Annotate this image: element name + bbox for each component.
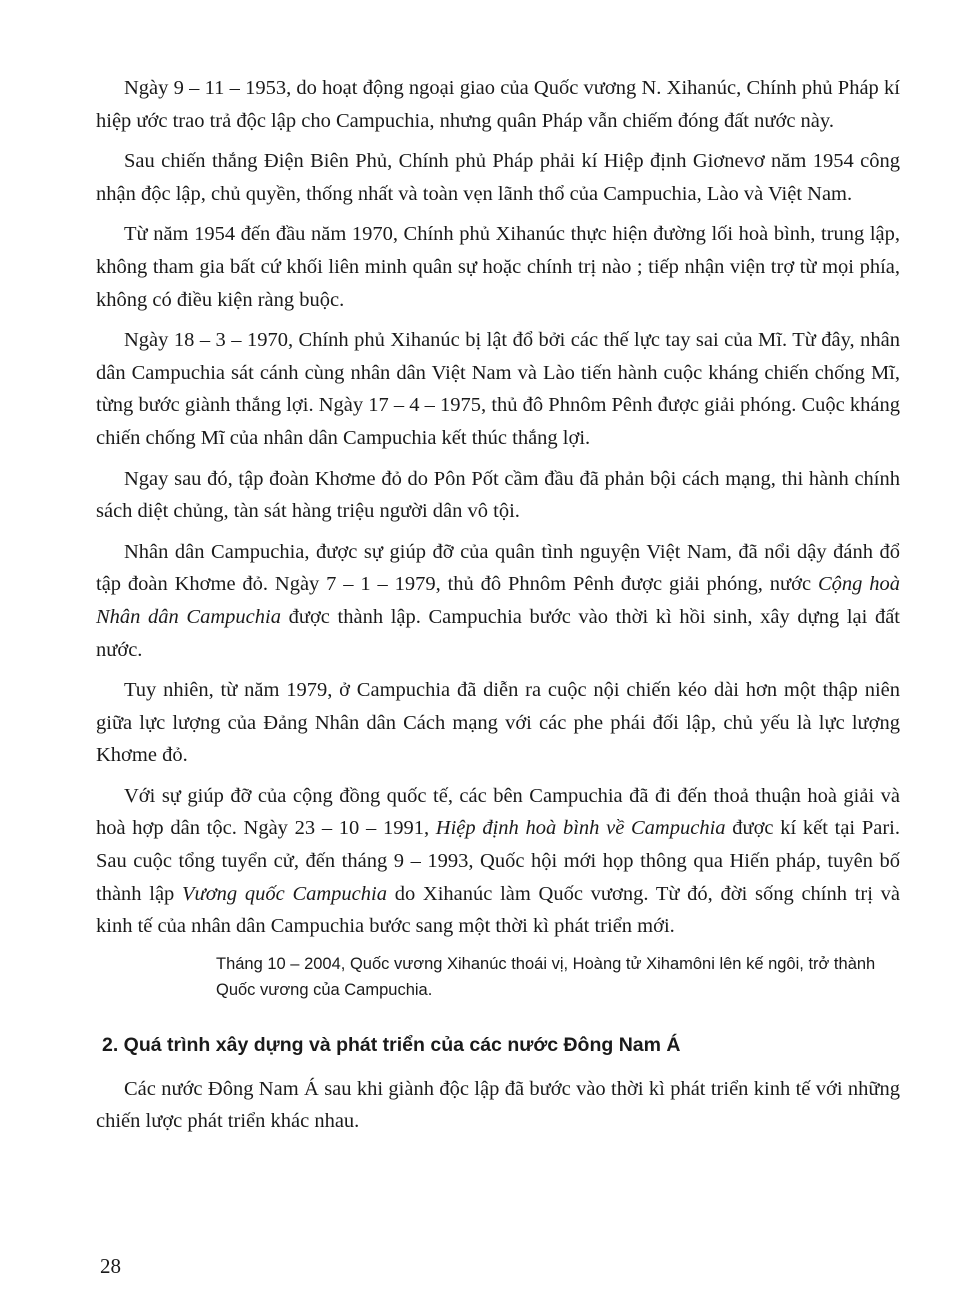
paragraph-coup-1970: Ngày 18 – 3 – 1970, Chính phủ Xihanúc bị lật đổ bởi các thế lực tay sai của Mĩ. Từ đây, nhân dân Campuchia sát cánh cùng nhân dân Việt Nam và Lào tiến hành cuộc kháng chiến chống Mĩ, từng bước giành thắng lợi. Ngày 17 – 4 – 1975, thủ đô Phnôm Pênh được giải phóng. Cuộc kháng chiến chống Mĩ của nhân dân Campuchia kết thúc thắng lợi.	[96, 329, 900, 449]
paragraph-khmer-rouge: Ngay sau đó, tập đoàn Khơme đỏ do Pôn Pốt cầm đầu đã phản bội cách mạng, thi hành chính sách diệt chủng, tàn sát hàng triệu người dân vô tội.	[96, 467, 900, 523]
section-intro-paragraph: Các nước Đông Nam Á sau khi giành độc lập đã bước vào thời kì phát triển kinh tế với những chiến lược phát triển khác nhau.	[96, 1077, 900, 1133]
text-segment: Nhân dân Campuchia, được sự giúp đỡ của quân tình nguyện Việt Nam, đã nổi dậy đánh đổ tập đoàn Khơme đỏ. Ngày 7 – 1 – 1979, thủ đô Phnôm Pênh được giải phóng, nước	[96, 540, 900, 596]
text-segment: được kí kết tại Pari. Sau cuộc tổng tuyển cử, đến tháng 9 – 1993, Quốc hội mới họp thông qua Hiến pháp, tuyên bố thành lập	[96, 817, 900, 905]
paragraph-neutrality: Từ năm 1954 đến đầu năm 1970, Chính phủ Xihanúc thực hiện đường lối hoà bình, trung lập, không tham gia bất cứ khối liên minh quân sự hoặc chính trị nào ; tiếp nhận viện trợ từ mọi phía, không có điều kiện ràng buộc.	[96, 223, 900, 311]
side-note: Tháng 10 – 2004, Quốc vương Xihanúc thoái vị, Hoàng tử Xihamôni lên kế ngôi, trở thành Quốc vương của Campuchia.	[216, 954, 876, 999]
italic-term: Hiệp định hoà bình về Campuchia	[435, 817, 726, 840]
italic-term: Cộng hoà Nhân dân Campuchia	[96, 573, 900, 628]
paragraph-civil-war: Tuy nhiên, từ năm 1979, ở Campuchia đã diễn ra cuộc nội chiến kéo dài hơn một thập niên giữa lực lượng của Đảng Nhân dân Cách mạng với các phe phái đối lập, chủ yếu là lực lượng Khơme đỏ.	[96, 679, 900, 767]
paragraph-liberation-1979	[96, 536, 900, 666]
page-number: 28	[100, 1254, 121, 1278]
text-segment: do Xihanúc làm Quốc vương. Từ đó, đời sống chính trị và kinh tế của nhân dân Campuchia bước sang một thời kì phát triển mới.	[96, 882, 901, 938]
paragraph-geneva-1954: Sau chiến thắng Điện Biên Phủ, Chính phủ Pháp phải kí Hiệp định Giơnevơ năm 1954 công nhận độc lập, chủ quyền, thống nhất và toàn vẹn lãnh thổ của Campuchia, Lào và Việt Nam.	[96, 150, 900, 205]
section-heading: 2. Quá trình xây dựng và phát triển của các nước Đông Nam Á	[102, 1033, 681, 1056]
paragraph-independence-1953: Ngày 9 – 11 – 1953, do hoạt động ngoại giao của Quốc vương N. Xihanúc, Chính phủ Pháp kí hiệp ước trao trả độc lập cho Campuchia, nhưng quân Pháp vẫn chiếm đóng đất nước này.	[96, 77, 900, 132]
paragraph-peace-1991	[96, 780, 900, 943]
text-segment: Với sự giúp đỡ của cộng đồng quốc tế, các bên Campuchia đã đi đến thoả thuận hoà giải và hoà hợp dân tộc. Ngày 23 – 10 – 1991,	[96, 784, 900, 840]
page-body	[96, 72, 900, 1146]
text-segment: được thành lập. Campuchia bước vào thời kì hồi sinh, xây dựng lại đất nước.	[96, 605, 900, 661]
italic-term: Vương quốc Campuchia	[182, 882, 387, 905]
